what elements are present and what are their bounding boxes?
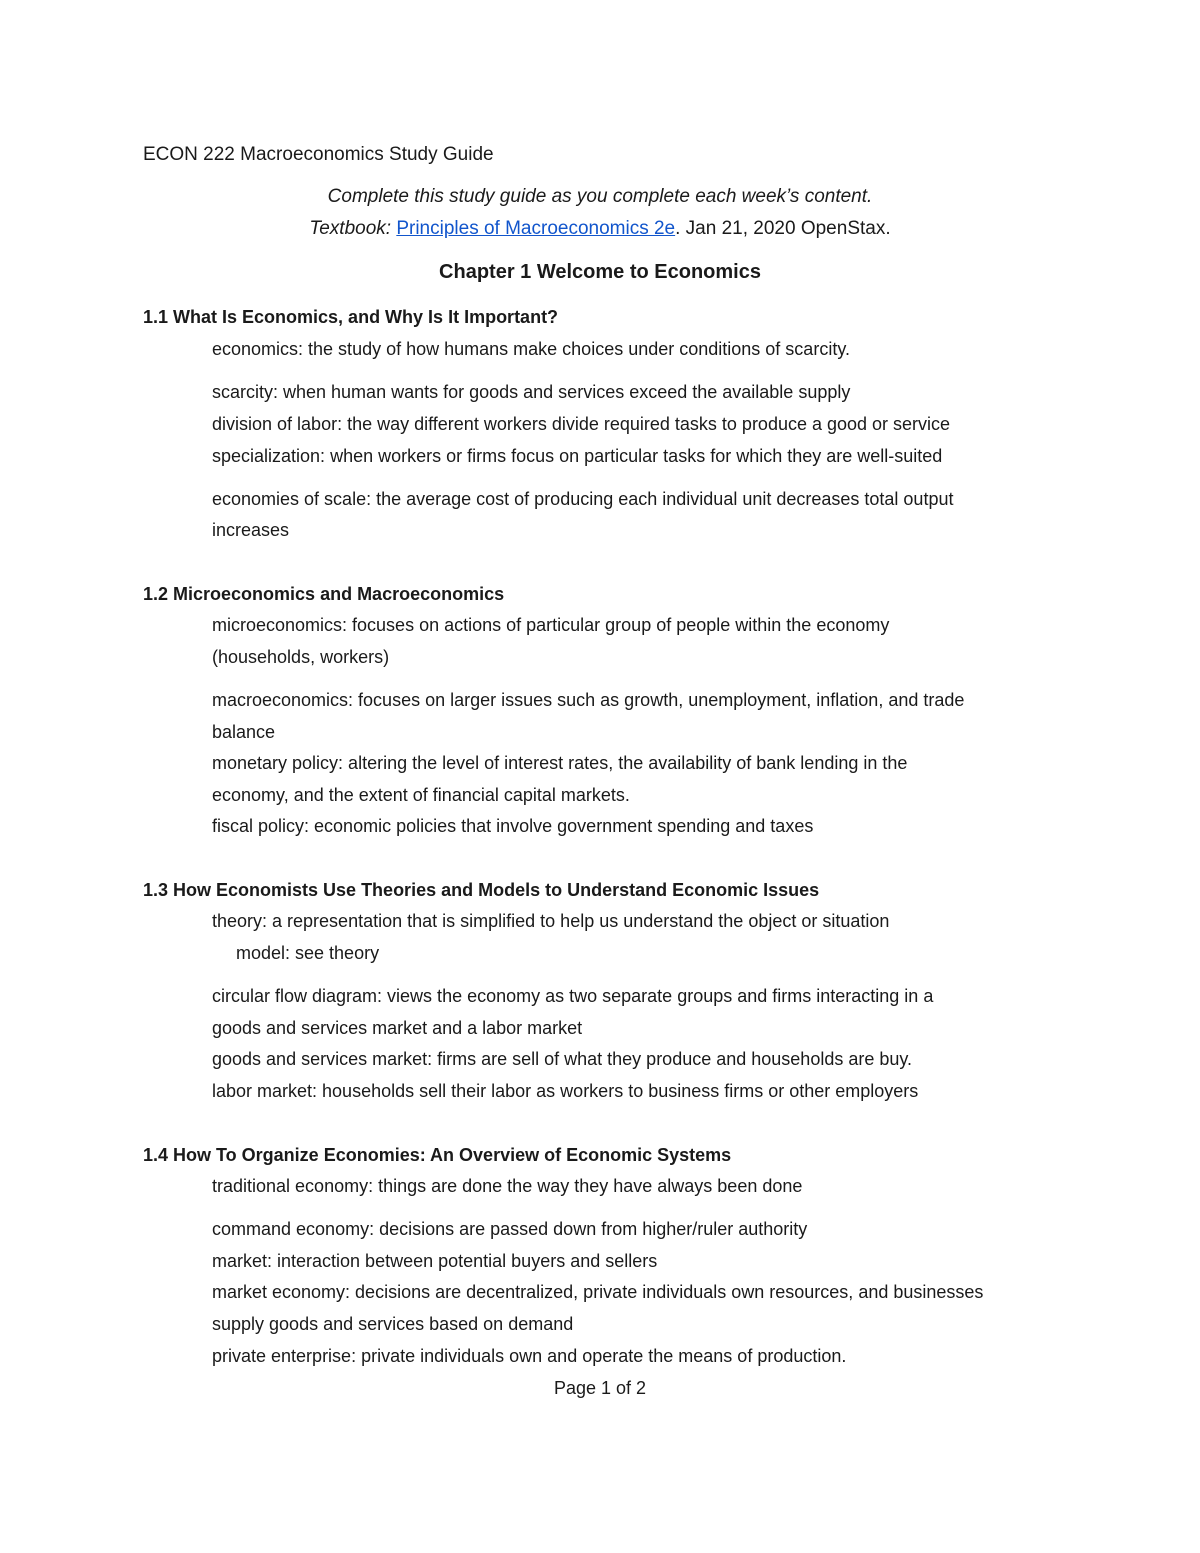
definition-line: microeconomics: focuses on actions of particular group of people within the economy bbox=[212, 615, 890, 635]
definition-line: theory: a representation that is simplified to help us understand the object or situation bbox=[212, 911, 890, 931]
definition-line: fiscal policy: economic policies that involve government spending and taxes bbox=[212, 816, 814, 836]
definition-line: specialization: when workers or firms focus on particular tasks for which they are well-suited bbox=[212, 446, 943, 466]
definition-line: private enterprise: private individuals own and operate the means of production. bbox=[212, 1346, 847, 1366]
definition-line: labor market: households sell their labor as workers to business firms or other employers bbox=[212, 1081, 919, 1101]
section-heading: 1.1 What Is Economics, and Why Is It Important? bbox=[143, 307, 559, 327]
textbook-label: Textbook: bbox=[309, 218, 392, 239]
definition-line: command economy: decisions are passed down from higher/ruler authority bbox=[212, 1219, 808, 1239]
section-heading: 1.4 How To Organize Economies: An Overview of Economic Systems bbox=[143, 1145, 732, 1165]
definition-line: market economy: decisions are decentralized, private individuals own resources, and businesses bbox=[212, 1282, 984, 1302]
definition-line: goods and services market: firms are sell of what they produce and households are buy. bbox=[212, 1049, 913, 1069]
definition-line: increases bbox=[212, 520, 290, 540]
definition-line: (households, workers) bbox=[212, 647, 390, 667]
page-number: Page 1 of 2 bbox=[553, 1378, 647, 1398]
definition-line: goods and services market and a labor market bbox=[212, 1018, 583, 1038]
textbook-line bbox=[0, 218, 1200, 240]
definition-line: circular flow diagram: views the economy as two separate groups and firms interacting in a bbox=[212, 986, 934, 1006]
definition-line: economies of scale: the average cost of producing each individual unit decreases total output bbox=[212, 489, 954, 509]
definition-line: economy, and the extent of financial capital markets. bbox=[212, 785, 630, 805]
textbook-link[interactable]: Principles of Macroeconomics 2e bbox=[396, 218, 676, 239]
section-heading: 1.3 How Economists Use Theories and Models to Understand Economic Issues bbox=[143, 880, 820, 900]
document-title: ECON 222 Macroeconomics Study Guide bbox=[143, 144, 494, 165]
definition-line: traditional economy: things are done the way they have always been done bbox=[212, 1176, 803, 1196]
section-heading: 1.2 Microeconomics and Macroeconomics bbox=[143, 584, 505, 604]
definition-line: macroeconomics: focuses on larger issues such as growth, unemployment, inflation, and trade bbox=[212, 690, 965, 710]
definition-line: economics: the study of how humans make choices under conditions of scarcity. bbox=[212, 339, 850, 359]
definition-line: supply goods and services based on demand bbox=[212, 1314, 574, 1334]
chapter-title: Chapter 1 Welcome to Economics bbox=[439, 261, 761, 283]
definition-line: balance bbox=[212, 722, 276, 742]
textbook-details: . Jan 21, 2020 OpenStax. bbox=[675, 218, 891, 239]
instruction-text: Complete this study guide as you complete each week’s content. bbox=[327, 186, 873, 207]
definition-line: division of labor: the way different workers divide required tasks to produce a good or service bbox=[212, 414, 951, 434]
definition-line: monetary policy: altering the level of interest rates, the availability of bank lending in the bbox=[212, 753, 908, 773]
definition-line: model: see theory bbox=[236, 943, 380, 963]
definition-line: market: interaction between potential buyers and sellers bbox=[212, 1251, 658, 1271]
definition-line: scarcity: when human wants for goods and services exceed the available supply bbox=[212, 382, 851, 402]
